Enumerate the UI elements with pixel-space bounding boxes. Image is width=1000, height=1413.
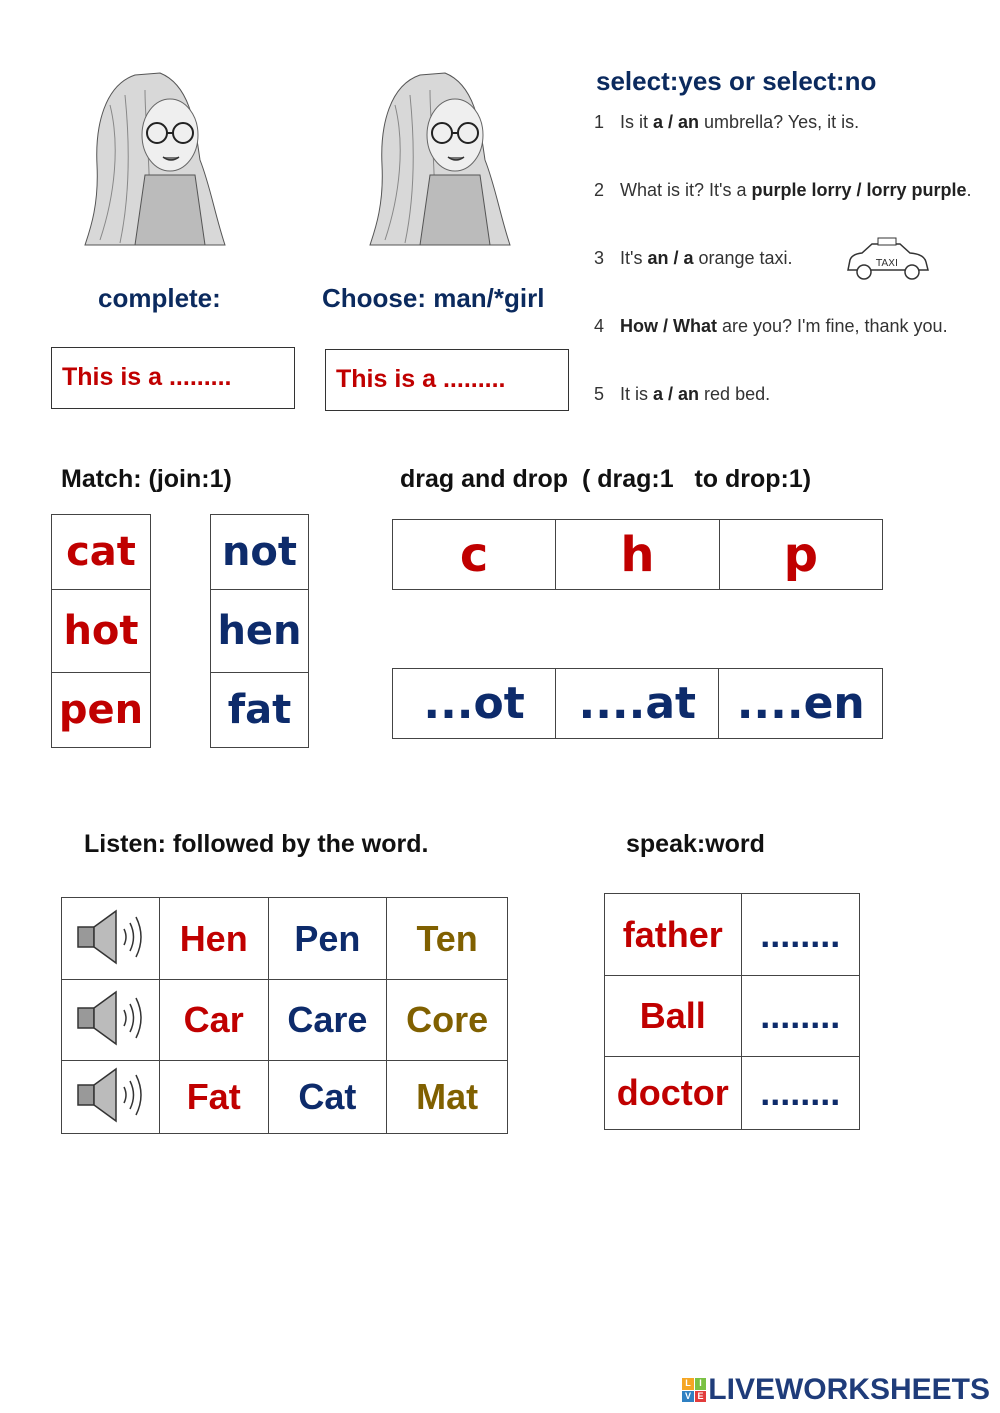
speak-row xyxy=(605,894,860,976)
listen-word[interactable]: Core xyxy=(387,980,508,1061)
sentence-choice[interactable]: a / an xyxy=(653,112,700,132)
listen-word[interactable]: Mat xyxy=(387,1061,508,1134)
sentence-1[interactable] xyxy=(594,112,859,133)
portrait-image-1 xyxy=(75,65,245,255)
sentence-text: orange taxi. xyxy=(693,248,793,268)
complete-heading: complete: xyxy=(98,283,221,313)
drag-letter-tile[interactable]: c xyxy=(393,520,556,590)
drop-target-cell[interactable]: ....at xyxy=(556,669,719,739)
speak-word: Ball xyxy=(605,976,742,1057)
choose-heading: Choose: man/*girl xyxy=(322,283,545,313)
sentence-text: red bed. xyxy=(699,384,771,404)
speak-word: doctor xyxy=(605,1057,742,1130)
sentence-number: 3 xyxy=(594,248,605,268)
sentence-number: 2 xyxy=(594,180,605,200)
speak-answer-blank[interactable]: ........ xyxy=(741,1057,859,1130)
select-heading: select:yes or select:no xyxy=(596,66,877,96)
listen-word[interactable]: Car xyxy=(159,980,268,1061)
sentence-number: 1 xyxy=(594,112,605,132)
drag-letters-row xyxy=(392,519,883,590)
logo-mark-letter: E xyxy=(695,1391,707,1403)
speaker-button[interactable] xyxy=(62,980,160,1061)
choose-answer-box[interactable]: This is a ......... xyxy=(325,349,569,411)
listen-word[interactable]: Hen xyxy=(159,898,268,980)
sentence-text: . xyxy=(966,180,972,200)
match-left-column xyxy=(51,514,151,748)
speak-word: father xyxy=(605,894,742,976)
listen-word[interactable]: Fat xyxy=(159,1061,268,1134)
sentence-choice[interactable]: an / a xyxy=(647,248,694,268)
logo-mark-letter: L xyxy=(682,1378,694,1390)
sentence-number: 5 xyxy=(594,384,605,404)
listen-row xyxy=(62,980,508,1061)
listen-word[interactable]: Care xyxy=(268,980,387,1061)
portrait-image-2 xyxy=(360,65,530,255)
drop-targets-row xyxy=(392,668,883,739)
sentence-text: umbrella? Yes, it is. xyxy=(699,112,860,132)
sentence-choice[interactable]: a / an xyxy=(653,384,700,404)
complete-answer-box[interactable]: This is a ......... xyxy=(51,347,295,409)
liveworksheets-logo xyxy=(682,1373,990,1407)
drag-drop-heading: drag and drop ( drag:1 to drop:1) xyxy=(400,465,812,493)
speak-answer-blank[interactable]: ........ xyxy=(741,894,859,976)
listen-word[interactable]: Pen xyxy=(268,898,387,980)
match-left-item[interactable]: hot xyxy=(52,590,151,673)
sentence-text: are you? I'm fine, thank you. xyxy=(717,316,948,336)
listen-word[interactable]: Cat xyxy=(268,1061,387,1134)
match-heading: Match: (join:1) xyxy=(61,465,232,493)
logo-mark-letter: I xyxy=(695,1378,707,1390)
speaker-button[interactable] xyxy=(62,1061,160,1134)
listen-row xyxy=(62,1061,508,1134)
match-left-item[interactable]: pen xyxy=(52,673,151,748)
speak-row xyxy=(605,1057,860,1130)
sentence-2[interactable] xyxy=(594,180,972,201)
match-left-item[interactable]: cat xyxy=(52,515,151,590)
listen-heading: Listen: followed by the word. xyxy=(84,830,429,858)
match-right-item[interactable]: fat xyxy=(211,673,309,748)
speaker-icon[interactable] xyxy=(72,1063,148,1127)
logo-mark-letter: V xyxy=(682,1391,694,1403)
girl-sketch-icon xyxy=(360,65,530,255)
sentence-number: 4 xyxy=(594,316,605,336)
speak-row xyxy=(605,976,860,1057)
logo-text: LIVEWORKSHEETS xyxy=(708,1373,990,1406)
speak-table xyxy=(604,893,860,1130)
sentence-3[interactable] xyxy=(594,248,793,269)
sentence-text: It is xyxy=(620,384,654,404)
sentence-text: What is it? It's a xyxy=(620,180,752,200)
listen-row xyxy=(62,898,508,980)
speak-heading: speak:word xyxy=(626,830,765,858)
listen-word[interactable]: Ten xyxy=(387,898,508,980)
logo-mark-icon xyxy=(682,1378,706,1402)
speak-answer-blank[interactable]: ........ xyxy=(741,976,859,1057)
drag-letter-tile[interactable]: p xyxy=(719,520,882,590)
speaker-icon[interactable] xyxy=(72,905,148,969)
speaker-button[interactable] xyxy=(62,898,160,980)
taxi-label: TAXI xyxy=(876,258,898,269)
drag-letter-tile[interactable]: h xyxy=(556,520,719,590)
speaker-icon[interactable] xyxy=(72,986,148,1050)
sentence-text: It's xyxy=(620,248,648,268)
drop-target-cell[interactable]: ....en xyxy=(719,669,883,739)
sentence-text: Is it xyxy=(620,112,654,132)
listen-table xyxy=(61,897,508,1134)
sentence-5[interactable] xyxy=(594,384,770,405)
sentence-choice[interactable]: How / What xyxy=(620,316,717,336)
drop-target-cell[interactable]: ...ot xyxy=(393,669,556,739)
taxi-icon xyxy=(842,236,932,284)
sentence-4[interactable] xyxy=(594,316,948,337)
sentence-choice[interactable]: purple lorry / lorry purple xyxy=(751,180,967,200)
match-right-item[interactable]: hen xyxy=(211,590,309,673)
match-right-item[interactable]: not xyxy=(211,515,309,590)
girl-sketch-icon xyxy=(75,65,245,255)
match-right-column xyxy=(210,514,309,748)
